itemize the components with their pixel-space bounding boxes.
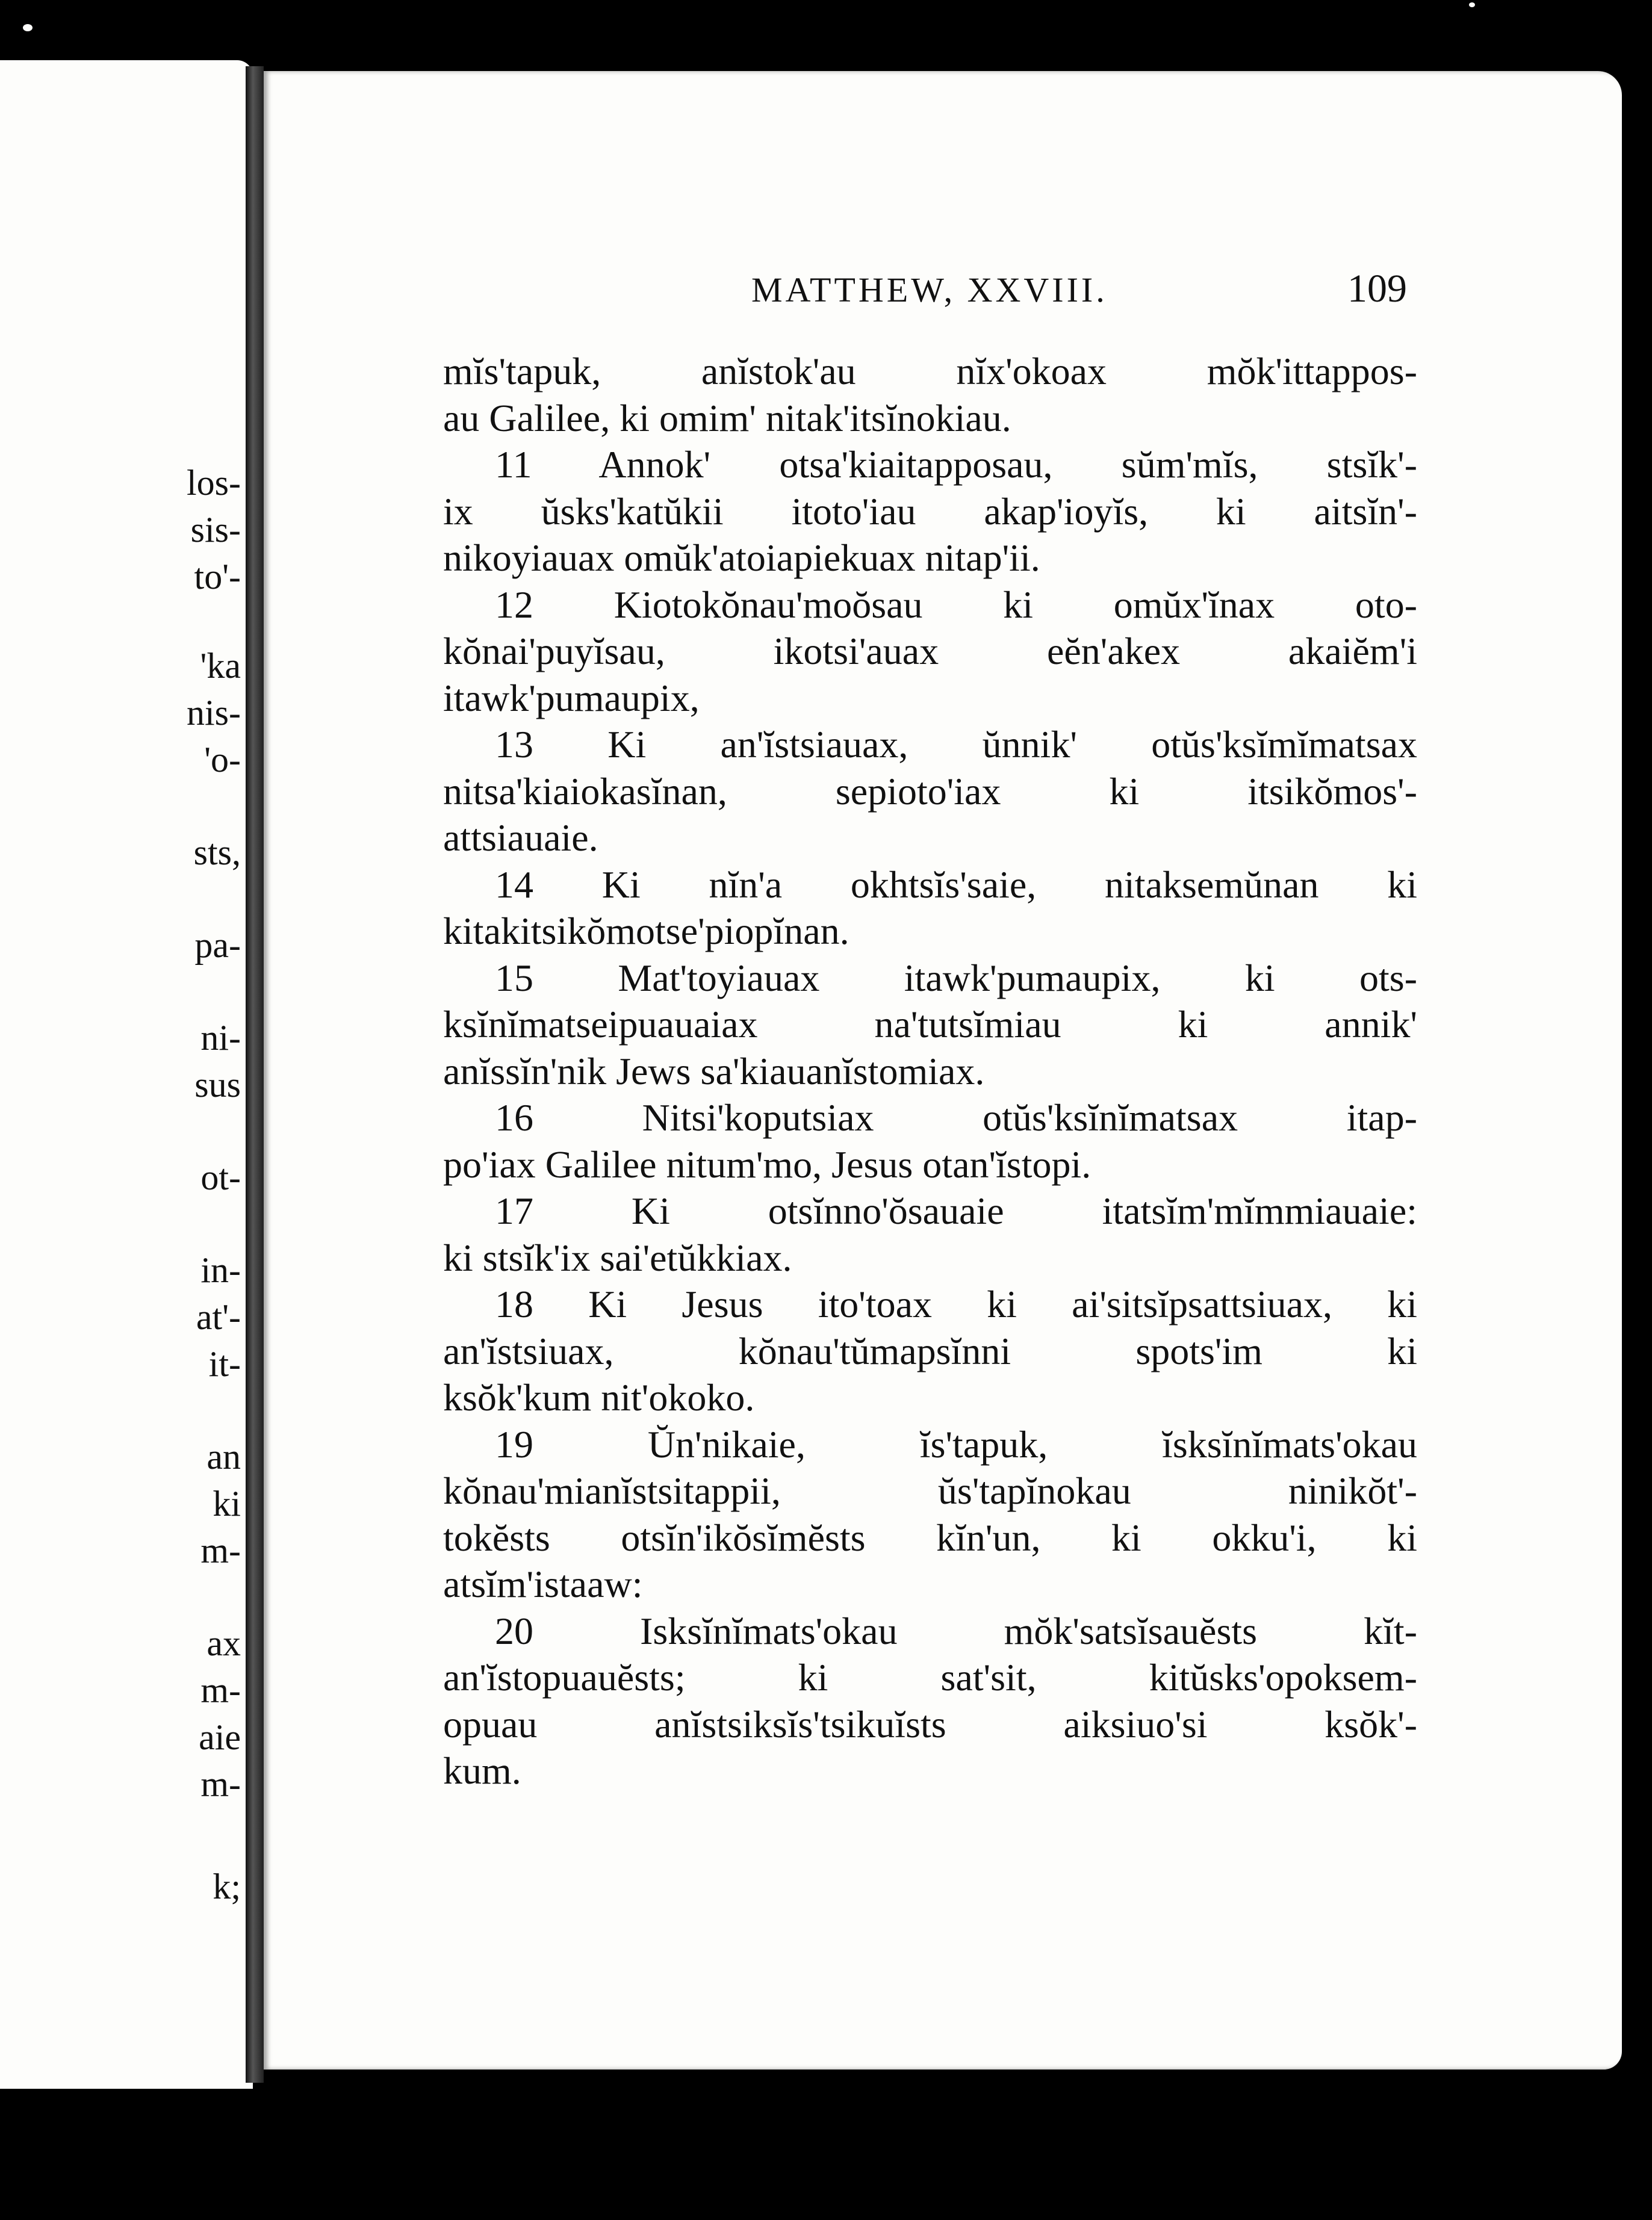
verse-line: 20 Isksĭnĭmats'okau mŏk'satsĭsauĕsts kĭt- [495,1609,1417,1652]
text-line: an'ĭstsiuax, kŏnau'tŭmapsĭnni spots'im ki [443,1329,1417,1372]
verse-line: 16 Nitsi'koputsiax otŭs'ksĭnĭmatsax itap- [495,1096,1417,1139]
text-line: kŏnai'puyĭsau, ikotsi'auax eĕn'akex akaiĕm'i [443,630,1417,672]
text-line: ix ŭsks'katŭkii itoto'iau akap'ioyĭs, ki aitsĭn'- [443,489,1417,533]
running-head: MATTHEW, XXVIII. [751,270,1108,309]
left-fragment: sts, [193,832,241,872]
left-fragment: los- [187,463,241,503]
text-line: po'iax Galilee nitum'mo, Jesus otan'ĭstopi. [443,1143,1092,1186]
left-fragment: ni- [200,1018,241,1058]
text-line: an'ĭstopuauĕsts; ki sat'sit, kitŭsks'opoksem- [443,1656,1417,1699]
verse-line: 17 Ki otsĭnno'ŏsauaie itatsĭm'mĭmmiauaie: [495,1189,1417,1232]
left-fragment: in- [200,1250,241,1290]
left-fragment: m- [200,1531,241,1570]
verse-line: 14 Ki nĭn'a okhtsĭs'saie, nitaksemŭnan ki [495,863,1417,906]
text-line: mĭs'tapuk, anĭstok'au nĭx'okoax mŏk'ittappos- [443,350,1417,392]
text-line: opuau anĭstsiksĭs'tsikuĭsts aiksiuo'si ksŏk'- [443,1702,1417,1746]
page-number: 109 [1347,267,1407,311]
text-line: ksĭnĭmatseipuauaiax na'tutsĭmiau ki annik' [443,1003,1417,1046]
text-line: itawk'pumaupix, [443,676,700,719]
text-line: au Galilee, ki omim' nitak'itsĭnokiau. [443,396,1011,439]
left-page-fragments [0,60,253,2089]
left-fragment: aie [199,1717,241,1757]
left-fragment: to'- [194,557,241,597]
verse-line: 15 Mat'toyiauax itawk'pumaupix, ki ots- [495,956,1417,999]
text-line: nikoyiauax omŭk'atoiapiekuax nitap'ii. [443,536,1040,579]
book-gutter [246,66,264,2083]
left-fragment: 'o- [204,740,241,780]
text-line: kum. [443,1749,521,1792]
text-line: ksŏk'kum nit'okoko. [443,1376,755,1419]
text-line: tokĕsts otsĭn'ikŏsĭmĕsts kĭn'un, ki okku'i, ki [443,1516,1417,1559]
left-fragment: ki [213,1484,241,1524]
left-fragment: it- [208,1344,241,1384]
left-fragment: sis- [190,510,241,550]
left-fragment: an [206,1437,241,1477]
text-line: kŏnau'mianĭstsitappii, ŭs'tapĭnokau ninikŏt'- [443,1469,1417,1512]
text-line: kitakitsikŏmotse'piopĭnan. [443,910,849,952]
page-header [264,267,1622,318]
scan-speck [23,24,33,31]
verse-line: 11 Annok' otsa'kiaitapposau, sŭm'mĭs, stsĭk'- [495,443,1417,486]
left-page [0,60,253,2089]
left-fragment: nis- [187,693,241,733]
left-fragment: pa- [194,925,241,965]
verse-line: 13 Ki an'ĭstsiauax, ŭnnik' otŭs'ksĭmĭmatsax [495,723,1417,766]
text-line: atsĭm'istaaw: [443,1563,643,1605]
left-fragment: sus [194,1065,241,1105]
left-fragment: m- [200,1764,241,1804]
text-block [443,348,1417,1794]
left-fragment: 'ka [200,646,241,686]
right-page [264,71,1622,2070]
text-line: nitsa'kiaiokasĭnan, sepioto'iax ki itsikŏmos'- [443,769,1417,813]
verse-line: 19 Ŭn'nikaie, ĭs'tapuk, ĭsksĭnĭmats'okau [495,1422,1417,1466]
verse-line: 12 Kiotokŏnau'moŏsau ki omŭx'ĭnax oto- [495,583,1417,626]
text-line: ki stsĭk'ix sai'etŭkkiax. [443,1236,792,1279]
text-line: attsiauaie. [443,816,598,859]
left-fragment: at'- [196,1297,241,1337]
left-fragment: ot- [200,1158,241,1197]
scan-speck [1469,2,1475,7]
left-fragment: k; [213,1867,241,1906]
left-fragment: ax [206,1623,241,1663]
text-line: anĭssĭn'nik Jews sa'kiauanĭstomiax. [443,1049,985,1093]
verse-line: 18 Ki Jesus ito'toax ki ai'sitsĭpsattsiuax, ki [495,1283,1417,1325]
left-fragment: m- [200,1670,241,1710]
